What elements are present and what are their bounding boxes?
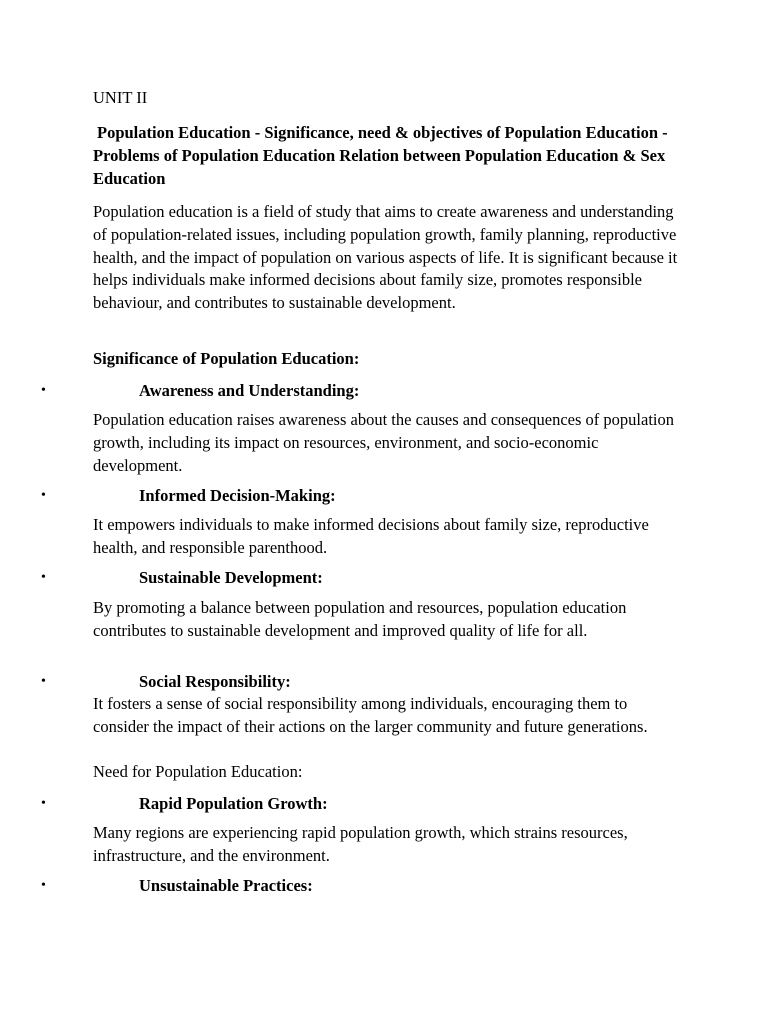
- section-heading: Population Education - Significance, need & objectives of Population Education - Problems of Population Education Relation between Population Education & Sex Education: [93, 123, 668, 188]
- list-item-text: Many regions are experiencing rapid population growth, which strains resources, infrastructure, and the environment.: [93, 823, 628, 865]
- list-item-text: Population education raises awareness about the causes and consequences of population growth, including its impact on resources, environment, and socio-economic development.: [93, 410, 674, 475]
- bullet-icon: •: [41, 570, 46, 585]
- bullet-icon: •: [41, 488, 46, 503]
- significance-heading: Significance of Population Education:: [93, 349, 360, 368]
- bullet-icon: •: [41, 383, 46, 398]
- list-item-title: Awareness and Understanding:: [139, 381, 360, 400]
- list-item-title: Sustainable Development:: [139, 568, 323, 587]
- list-item-title: Social Responsibility:: [139, 672, 291, 691]
- intro-paragraph: Population education is a field of study that aims to create awareness and understanding of population-related issues, including population growth, family planning, reproductive health, and the impact of population on various aspects of life. It is significant because it helps individuals make informed decisions about family size, promotes responsible behaviour, and contributes to sustainable development.: [93, 202, 678, 313]
- list-item-title: Rapid Population Growth:: [139, 794, 328, 813]
- bullet-icon: •: [41, 674, 46, 689]
- unit-label: UNIT II: [93, 88, 148, 107]
- list-item-text: By promoting a balance between population and resources, population education contributes to sustainable development and improved quality of life for all.: [93, 598, 627, 640]
- bullet-icon: •: [41, 878, 46, 893]
- list-item-text: It fosters a sense of social responsibility among individuals, encouraging them to consider the impact of their actions on the larger community and future generations.: [93, 694, 648, 736]
- need-heading: Need for Population Education:: [93, 762, 303, 781]
- list-item-title: Unsustainable Practices:: [139, 876, 313, 895]
- bullet-icon: •: [41, 796, 46, 811]
- list-item-text: It empowers individuals to make informed decisions about family size, reproductive health, and responsible parenthood.: [93, 515, 649, 557]
- list-item-title: Informed Decision-Making:: [139, 486, 336, 505]
